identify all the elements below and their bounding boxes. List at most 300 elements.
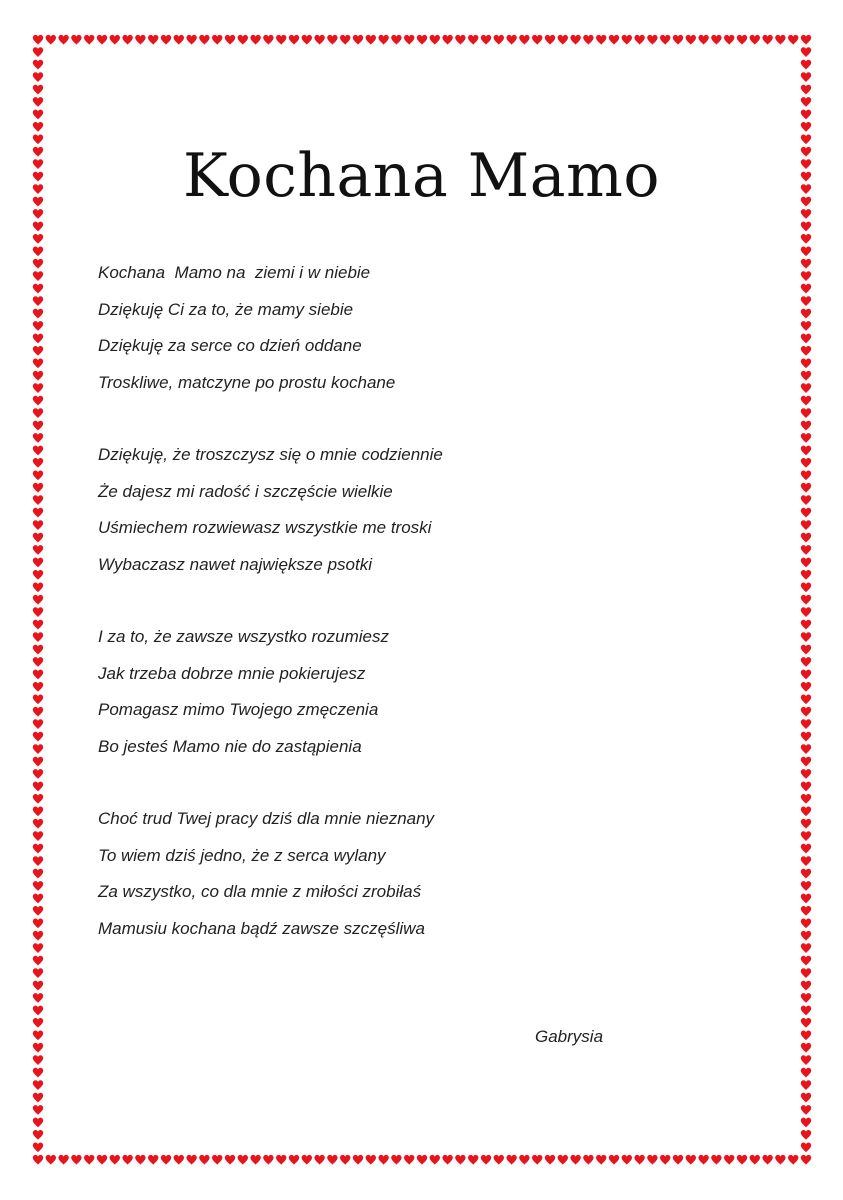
heart-icon [33, 570, 43, 580]
heart-icon [532, 1155, 542, 1165]
heart-icon [378, 35, 388, 45]
heart-icon [801, 632, 811, 642]
heart-icon [737, 1155, 747, 1165]
heart-icon [698, 1155, 708, 1165]
heart-icon [494, 35, 504, 45]
heart-icon [186, 35, 196, 45]
heart-icon [801, 1043, 811, 1053]
heart-icon [801, 819, 811, 829]
heart-icon [33, 769, 43, 779]
heart-icon [33, 670, 43, 680]
heart-icon [430, 1155, 440, 1165]
heart-icon [686, 1155, 696, 1165]
poem-line: Za wszystko, co dla mnie z miłości zrobiłaś [98, 882, 422, 901]
heart-icon [801, 607, 811, 617]
heart-icon [58, 1155, 68, 1165]
heart-icon [33, 595, 43, 605]
heart-icon [289, 1155, 299, 1165]
heart-icon [801, 894, 811, 904]
heart-icon [33, 1105, 43, 1115]
heart-icon [660, 1155, 670, 1165]
heart-icon [33, 906, 43, 916]
heart-icon [801, 732, 811, 742]
heart-icon [33, 247, 43, 257]
heart-icon [148, 35, 158, 45]
heart-icon [801, 1105, 811, 1115]
heart-icon [801, 222, 811, 232]
heart-icon [801, 421, 811, 431]
heart-icon [327, 35, 337, 45]
heart-icon [801, 47, 811, 57]
heart-icon [545, 35, 555, 45]
heart-icon [801, 919, 811, 929]
heart-icon [404, 1155, 414, 1165]
heart-icon [506, 35, 516, 45]
heart-icon [711, 1155, 721, 1165]
heart-icon [366, 35, 376, 45]
heart-icon [33, 371, 43, 381]
heart-icon [33, 993, 43, 1003]
heart-icon [161, 1155, 171, 1165]
heart-icon [801, 695, 811, 705]
heart-icon [801, 1068, 811, 1078]
poem-line: Bo jesteś Mamo nie do zastąpienia [98, 736, 362, 756]
heart-icon [455, 35, 465, 45]
heart-icon [801, 1093, 811, 1103]
heart-icon [212, 1155, 222, 1165]
heart-icon [33, 1031, 43, 1041]
heart-icon [801, 408, 811, 418]
heart-icon [801, 968, 811, 978]
heart-icon [532, 35, 542, 45]
heart-icon [33, 284, 43, 294]
poem-line: Wybaczasz nawet największe psotki [98, 554, 373, 574]
heart-icon [801, 296, 811, 306]
heart-icon [801, 744, 811, 754]
heart-icon [391, 1155, 401, 1165]
heart-icon [801, 433, 811, 443]
heart-icon [468, 35, 478, 45]
heart-icon [801, 1130, 811, 1140]
heart-icon [33, 856, 43, 866]
heart-icon [33, 919, 43, 929]
heart-icon [801, 533, 811, 543]
heart-icon [801, 1006, 811, 1016]
heart-icon [801, 682, 811, 692]
heart-icon [33, 632, 43, 642]
heart-icon [801, 1031, 811, 1041]
heart-icon [570, 1155, 580, 1165]
heart-icon [455, 1155, 465, 1165]
heart-icon [801, 122, 811, 132]
heart-icon [801, 495, 811, 505]
heart-icon [353, 1155, 363, 1165]
heart-icon [33, 1093, 43, 1103]
heart-icon [775, 35, 785, 45]
heart-icon [801, 458, 811, 468]
heart-icon [801, 583, 811, 593]
heart-icon [762, 35, 772, 45]
heart-icon [801, 72, 811, 82]
heart-icon [481, 1155, 491, 1165]
heart-icon [468, 1155, 478, 1165]
heart-icon [750, 1155, 760, 1165]
heart-icon [801, 1143, 811, 1153]
heart-icon [391, 35, 401, 45]
heart-icon [801, 981, 811, 991]
heart-icon [33, 309, 43, 319]
heart-icon [33, 271, 43, 281]
heart-icon [647, 1155, 657, 1165]
heart-icon [481, 35, 491, 45]
heart-icon [519, 1155, 529, 1165]
heart-icon [33, 981, 43, 991]
heart-icon [110, 35, 120, 45]
heart-icon [135, 35, 145, 45]
heart-icon [558, 1155, 568, 1165]
heart-icon [212, 35, 222, 45]
heart-icon [33, 869, 43, 879]
poem-line: To wiem dziś jedno, że z serca wylany [98, 845, 386, 865]
heart-icon [801, 371, 811, 381]
heart-icon [801, 508, 811, 518]
heart-icon [801, 471, 811, 481]
heart-icon [775, 1155, 785, 1165]
heart-icon [762, 1155, 772, 1165]
heart-icon [33, 657, 43, 667]
heart-icon [442, 1155, 452, 1165]
heart-icon [647, 35, 657, 45]
heart-icon [33, 296, 43, 306]
heart-icon [276, 1155, 286, 1165]
heart-icon [33, 533, 43, 543]
heart-icon [33, 421, 43, 431]
heart-icon [225, 35, 235, 45]
heart-icon [263, 1155, 273, 1165]
poem-line: Dziękuję Ci za to, że mamy siebie [98, 299, 354, 319]
heart-icon [801, 309, 811, 319]
heart-icon [801, 906, 811, 916]
heart-icon [33, 35, 43, 45]
heart-icon [289, 35, 299, 45]
heart-icon [801, 657, 811, 667]
heart-icon [33, 122, 43, 132]
heart-icon [609, 35, 619, 45]
heart-icon [161, 35, 171, 45]
heart-icon [673, 35, 683, 45]
heart-icon [33, 1043, 43, 1053]
poem-line: Pomagasz mimo Twojego zmęczenia [98, 700, 379, 719]
heart-icon [71, 1155, 81, 1165]
heart-icon [801, 396, 811, 406]
poem-line: Mamusiu kochana bądź zawsze szczęśliwa [98, 918, 425, 938]
heart-icon [33, 956, 43, 966]
signature: Gabrysia [535, 1027, 604, 1046]
heart-icon [404, 35, 414, 45]
heart-icon [583, 1155, 593, 1165]
heart-icon [801, 85, 811, 95]
heart-icon [33, 1155, 43, 1165]
heart-icon [801, 60, 811, 70]
poem-line: Że dajesz mi radość i szczęście wielkie [98, 481, 393, 501]
heart-icon [122, 35, 132, 45]
heart-icon [33, 583, 43, 593]
heart-icon [801, 782, 811, 792]
heart-icon [558, 35, 568, 45]
heart-icon [135, 1155, 145, 1165]
heart-icon [724, 1155, 734, 1165]
heart-icon [801, 956, 811, 966]
heart-icon [340, 1155, 350, 1165]
heart-icon [801, 35, 811, 45]
poem-line: Choć trud Twej pracy dziś dla mnie nieznany [98, 809, 435, 828]
heart-icon [97, 1155, 107, 1165]
heart-icon [33, 1118, 43, 1128]
heart-icon [583, 35, 593, 45]
heart-icon [84, 1155, 94, 1165]
page-title: Kochana Mamo [182, 141, 661, 212]
heart-icon [33, 819, 43, 829]
heart-icon [801, 570, 811, 580]
heart-icon [84, 35, 94, 45]
heart-icon [801, 247, 811, 257]
heart-icon [801, 383, 811, 393]
heart-icon [186, 1155, 196, 1165]
heart-icon [33, 234, 43, 244]
heart-icon [378, 1155, 388, 1165]
poem-line: Kochana Mamo na ziemi i w niebie [98, 263, 371, 282]
heart-icon [801, 707, 811, 717]
heart-icon [801, 359, 811, 369]
heart-icon [366, 1155, 376, 1165]
heart-icon [801, 545, 811, 555]
poem-line: Troskliwe, matczyne po prostu kochane [98, 372, 396, 392]
heart-icon [801, 346, 811, 356]
heart-icon [71, 35, 81, 45]
heart-icon [353, 35, 363, 45]
heart-icon [97, 35, 107, 45]
heart-icon [801, 670, 811, 680]
heart-icon [801, 271, 811, 281]
heart-icon [276, 35, 286, 45]
heart-icon [238, 1155, 248, 1165]
heart-icon [33, 931, 43, 941]
heart-icon [33, 545, 43, 555]
heart-icon [148, 1155, 158, 1165]
stanza-2 [98, 444, 738, 590]
heart-icon [801, 869, 811, 879]
heart-icon [686, 35, 696, 45]
heart-icon [33, 1130, 43, 1140]
heart-icon [33, 1055, 43, 1065]
heart-icon [430, 35, 440, 45]
heart-icon [801, 483, 811, 493]
heart-icon [634, 1155, 644, 1165]
heart-icon [33, 695, 43, 705]
heart-icon [801, 719, 811, 729]
heart-icon [801, 234, 811, 244]
heart-icon [596, 35, 606, 45]
heart-icon [33, 222, 43, 232]
heart-icon [33, 334, 43, 344]
heart-icon [788, 1155, 798, 1165]
heart-icon [801, 595, 811, 605]
heart-icon [801, 807, 811, 817]
heart-icon [33, 60, 43, 70]
heart-icon [801, 993, 811, 1003]
heart-icon [622, 1155, 632, 1165]
poem-body [98, 262, 738, 990]
heart-icon [340, 35, 350, 45]
heart-icon [788, 35, 798, 45]
heart-icon [33, 881, 43, 891]
heart-icon [33, 831, 43, 841]
heart-icon [33, 483, 43, 493]
heart-icon [33, 47, 43, 57]
heart-icon [801, 943, 811, 953]
heart-icon [33, 408, 43, 418]
heart-icon [314, 35, 324, 45]
heart-icon [801, 931, 811, 941]
heart-icon [33, 719, 43, 729]
heart-icon [698, 35, 708, 45]
heart-icon [33, 446, 43, 456]
heart-icon [33, 383, 43, 393]
heart-icon [801, 284, 811, 294]
heart-icon [238, 35, 248, 45]
heart-icon [33, 794, 43, 804]
heart-icon [737, 35, 747, 45]
stanza-4 [98, 808, 738, 954]
heart-icon [33, 607, 43, 617]
heart-icon [33, 85, 43, 95]
heart-icon [33, 558, 43, 568]
heart-icon [250, 1155, 260, 1165]
heart-icon [33, 732, 43, 742]
heart-icon [570, 35, 580, 45]
heart-icon [33, 1080, 43, 1090]
heart-icon [33, 682, 43, 692]
heart-icon [327, 1155, 337, 1165]
heart-icon [494, 1155, 504, 1165]
heart-icon [199, 35, 209, 45]
poem-line: Jak trzeba dobrze mnie pokierujesz [98, 663, 366, 683]
heart-icon [33, 894, 43, 904]
heart-icon [302, 35, 312, 45]
heart-icon [596, 1155, 606, 1165]
heart-icon [33, 707, 43, 717]
heart-icon [724, 35, 734, 45]
heart-icon [634, 35, 644, 45]
heart-icon [46, 35, 56, 45]
heart-icon [174, 1155, 184, 1165]
heart-icon [506, 1155, 516, 1165]
heart-icon [33, 807, 43, 817]
heart-icon [33, 968, 43, 978]
heart-icon [33, 645, 43, 655]
heart-icon [33, 471, 43, 481]
heart-icon [58, 35, 68, 45]
heart-icon [33, 757, 43, 767]
heart-icon [33, 620, 43, 630]
stanza-1 [98, 262, 738, 408]
heart-icon [33, 321, 43, 331]
heart-icon [122, 1155, 132, 1165]
heart-icon [519, 35, 529, 45]
heart-icon [110, 1155, 120, 1165]
heart-icon [750, 35, 760, 45]
heart-icon [33, 396, 43, 406]
heart-icon [801, 1118, 811, 1128]
heart-icon [33, 782, 43, 792]
heart-icon [801, 1018, 811, 1028]
heart-icon [33, 72, 43, 82]
heart-icon [801, 446, 811, 456]
heart-icon [801, 757, 811, 767]
heart-icon [801, 831, 811, 841]
heart-icon [801, 844, 811, 854]
heart-icon [33, 359, 43, 369]
heart-icon [801, 1055, 811, 1065]
heart-icon [801, 794, 811, 804]
heart-icon [33, 1068, 43, 1078]
heart-icon [660, 35, 670, 45]
heart-icon [33, 346, 43, 356]
heart-icon [801, 97, 811, 107]
heart-icon [33, 433, 43, 443]
heart-icon [302, 1155, 312, 1165]
heart-icon [417, 1155, 427, 1165]
poem-line: I za to, że zawsze wszystko rozumiesz [98, 627, 389, 646]
heart-icon [33, 259, 43, 269]
heart-icon [417, 35, 427, 45]
heart-icon [801, 645, 811, 655]
heart-icon [801, 334, 811, 344]
heart-icon [33, 97, 43, 107]
heart-icon [801, 259, 811, 269]
heart-icon [33, 1006, 43, 1016]
heart-icon [622, 35, 632, 45]
heart-icon [33, 520, 43, 530]
heart-icon [801, 1155, 811, 1165]
heart-icon [33, 744, 43, 754]
heart-icon [801, 321, 811, 331]
heart-icon [33, 943, 43, 953]
heart-icon [33, 844, 43, 854]
heart-icon [801, 110, 811, 120]
heart-icon [33, 1018, 43, 1028]
heart-icon [801, 769, 811, 779]
heart-icon [673, 1155, 683, 1165]
heart-icon [174, 35, 184, 45]
heart-icon [801, 881, 811, 891]
heart-icon [263, 35, 273, 45]
heart-icon [801, 520, 811, 530]
poem-line: Dziękuję, że troszczysz się o mnie codziennie [98, 445, 443, 464]
heart-icon [442, 35, 452, 45]
heart-icon [33, 458, 43, 468]
heart-icon [801, 620, 811, 630]
heart-icon [33, 495, 43, 505]
heart-icon [711, 35, 721, 45]
heart-icon [801, 558, 811, 568]
heart-icon [801, 856, 811, 866]
heart-icon [609, 1155, 619, 1165]
heart-icon [33, 508, 43, 518]
heart-icon [33, 110, 43, 120]
heart-icon [250, 35, 260, 45]
poem-line: Dziękuję za serce co dzień oddane [98, 336, 362, 355]
